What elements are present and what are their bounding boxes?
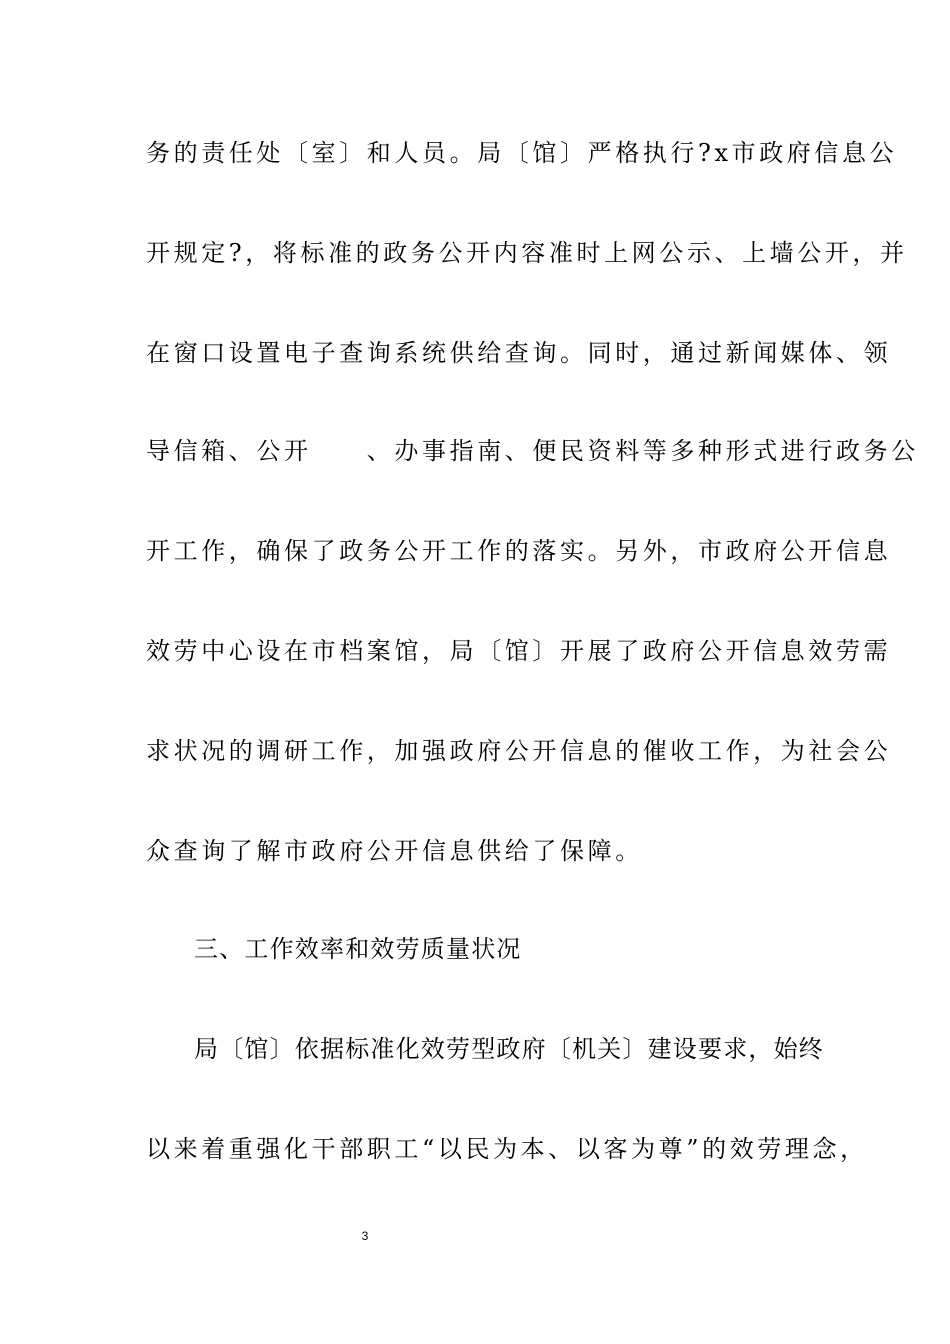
body-text-line: 局〔馆〕依据标准化效劳型政府〔机关〕建设要求，始终 [194, 1035, 824, 1063]
body-text-line: 开规定?，将标准的政务公开内容准时上网公示、上墙公开，并 [146, 239, 908, 267]
body-text-line: 开工作，确保了政务公开工作的落实。另外，市政府公开信息 [146, 537, 892, 565]
page-number: 3 [361, 1229, 369, 1243]
body-text-line: 务的责任处〔室〕和人员。局〔馆〕严格执行?x市政府信息公 [146, 139, 898, 167]
section-heading: 三、工作效率和效劳质量状况 [194, 935, 522, 963]
body-text-line: 以来着重强化干部职工“以民为本、以客为尊”的效劳理念， [146, 1135, 868, 1163]
body-text-line: 众查询了解市政府公开信息供给了保障。 [146, 837, 643, 865]
body-text-line: 在窗口设置电子查询系统供给查询。同时，通过新闻媒体、领 [146, 339, 892, 367]
body-text-line: 效劳中心设在市档案馆，局〔馆〕开展了政府公开信息效劳需 [146, 637, 892, 665]
body-text-line: 求状况的调研工作，加强政府公开信息的催收工作，为社会公 [146, 737, 892, 765]
body-text-line: 导信箱、公开 、办事指南、便民资料等多种形式进行政务公 [146, 437, 919, 465]
